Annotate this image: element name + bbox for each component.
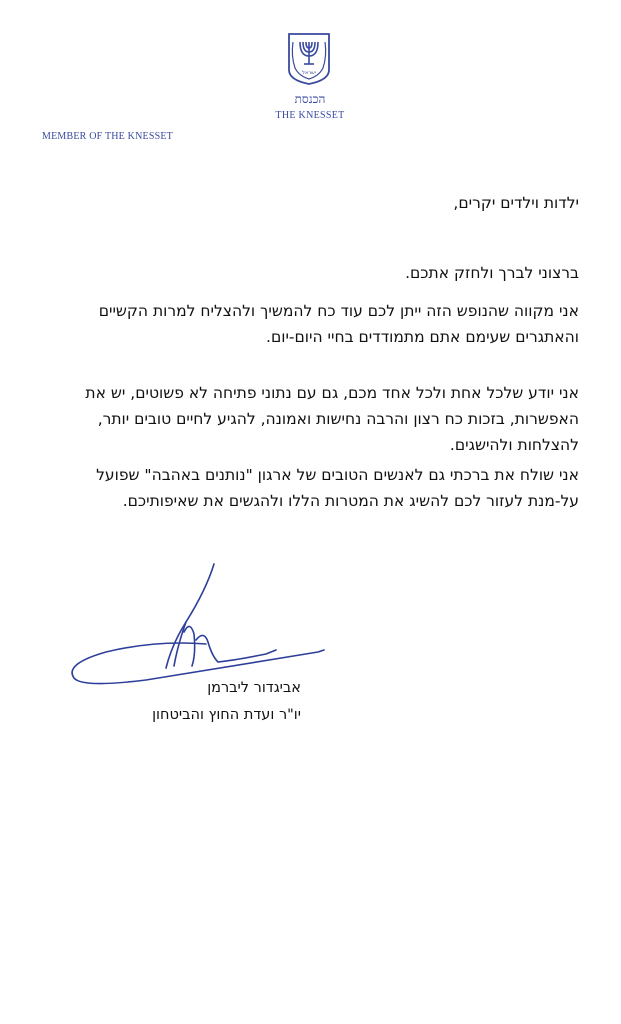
signer-title: יו"ר ועדת החוץ והביטחון: [152, 707, 301, 723]
member-line: MEMBER OF THE KNESSET: [42, 131, 173, 142]
paragraph-4: אני שולח את ברכתי גם לאנשים הטובים של ארגון "נותנים באהבה" שפועל על-מנת לעזור לכם להשיג את המטרות הללו ולהגשים את שאיפותיכם.: [96, 466, 579, 510]
emblem-text: ישראל: [302, 70, 316, 76]
institution-hebrew: הכנסת: [294, 92, 326, 106]
salutation: ילדות וילדים יקרים,: [453, 194, 579, 212]
handwritten-signature-icon: [66, 560, 336, 695]
paragraph-3: אני יודע שלכל אחת ולכל אחד מכם, גם עם נתוני פתיחה לא פשוטים, יש את האפשרות, בזכות כח רצון והרבה נחישות ואמונה, להגיע לחיים טובים יותר, להצלחות ולהישגים.: [85, 384, 579, 454]
menorah-emblem-icon: [287, 32, 331, 86]
signer-name: אביגדור ליברמן: [207, 680, 301, 696]
paragraph-1: ברצוני לברך ולחזק אתכם.: [405, 264, 579, 282]
institution-english: THE KNESSET: [275, 110, 345, 121]
paragraph-2: אני מקווה שהנופש הזה ייתן לכם עוד כח להמשיך ולהצליח למרות הקשיים והאתגרים שעימם אתם מתמודדים בחיי היום-יום.: [98, 302, 579, 346]
